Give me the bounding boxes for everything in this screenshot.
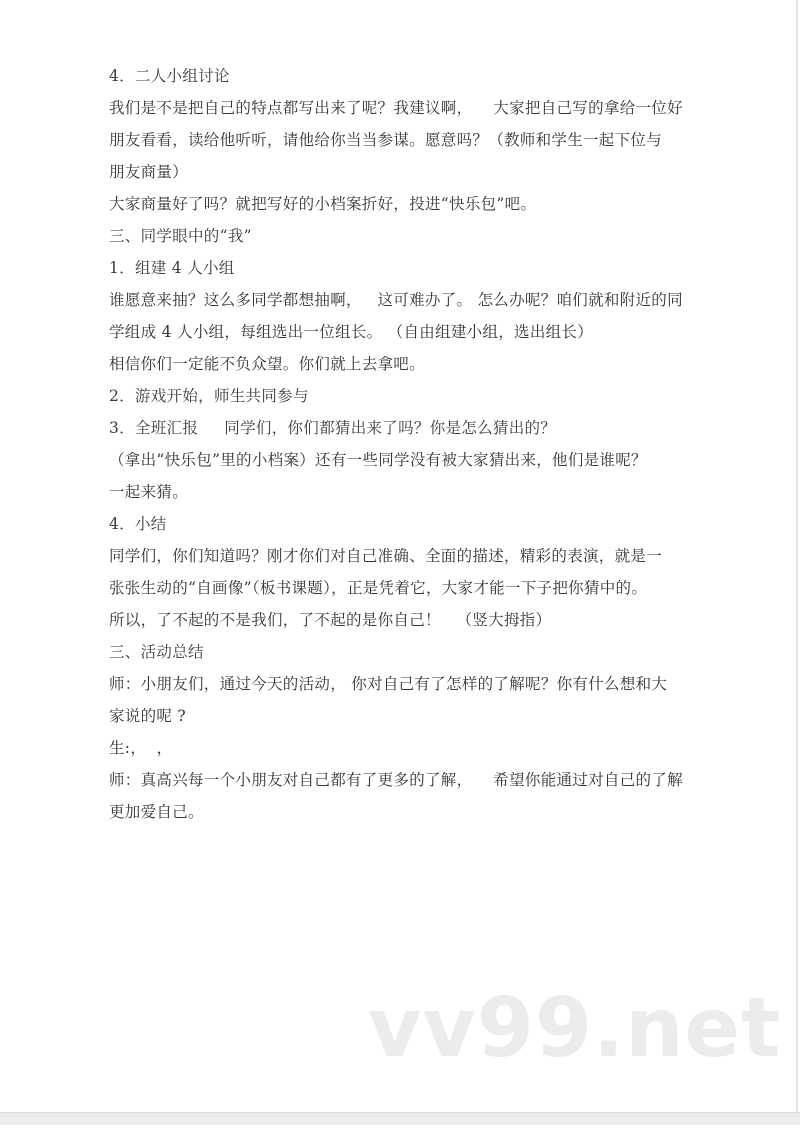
paragraph-line: 相信你们一定能不负众望。你们就上去拿吧。 <box>109 355 426 373</box>
paragraph-line: 师：真高兴每一个小朋友对自己都有了更多的了解， 希望你能通过对自己的了解 <box>109 771 683 789</box>
paragraph-line: 一起来猜。 <box>109 483 189 501</box>
paragraph-line: 我们是不是把自己的特点都写出来了呢？我建议啊， 大家把自己写的拿给一位好 <box>109 99 683 117</box>
section-heading-pair-discussion: 4．二人小组讨论 <box>109 67 230 85</box>
section-heading-activity-summary: 三、活动总结 <box>109 643 204 661</box>
paragraph-line: 所以，了不起的不是我们，了不起的是你自己！ （竖大拇指） <box>109 611 552 629</box>
page-separator <box>0 1112 800 1126</box>
paragraph-line: 大家商量好了吗？就把写好的小档案折好，投进“快乐包”吧。 <box>109 195 537 213</box>
next-page-edge <box>0 1125 800 1137</box>
section-heading-form-groups: 1．组建 4 人小组 <box>109 259 235 277</box>
paragraph-line: 朋友看看，读给他听听，请他给你当当参谋。愿意吗？（教师和学生一起下位与 <box>109 131 663 149</box>
paragraph-line: 更加爱自己。 <box>109 803 204 821</box>
document-content <box>109 60 699 828</box>
paragraph-line: 张张生动的“自画像”（板书课题），正是凭着它，大家才能一下子把你猜中的。 <box>109 579 648 597</box>
section-heading-game-start: 2．游戏开始，师生共同参与 <box>109 387 309 405</box>
paragraph-line: （拿出“快乐包”里的小档案）还有一些同学没有被大家猜出来，他们是谁呢？ <box>109 451 647 469</box>
section-heading-summary: 4．小结 <box>109 515 167 533</box>
section-heading-class-report: 3．全班汇报 同学们，你们都猜出来了吗？你是怎么猜出的？ <box>109 419 557 437</box>
paragraph-line: 师：小朋友们，通过今天的活动， 你对自己有了怎样的了解呢？你有什么想和大 <box>109 675 668 693</box>
paragraph-line: 谁愿意来抽？这么多同学都想抽啊， 这可难办了。 怎么办呢？咱们就和附近的同 <box>109 291 683 309</box>
paragraph-line: 学组成 4 人小组，每组选出一位组长。 （自由组建小组，选出组长） <box>109 323 594 341</box>
section-heading-classmates-view: 三、同学眼中的“我” <box>109 227 252 245</box>
watermark: vv99.net <box>368 981 782 1076</box>
paragraph-line: 朋友商量） <box>109 163 189 181</box>
paragraph-line: 同学们，你们知道吗？刚才你们对自己准确、全面的描述，精彩的表演，就是一 <box>109 547 663 565</box>
paragraph-line: 生:， ， <box>109 739 173 757</box>
paragraph-line: 家说的呢 ? <box>109 707 187 725</box>
